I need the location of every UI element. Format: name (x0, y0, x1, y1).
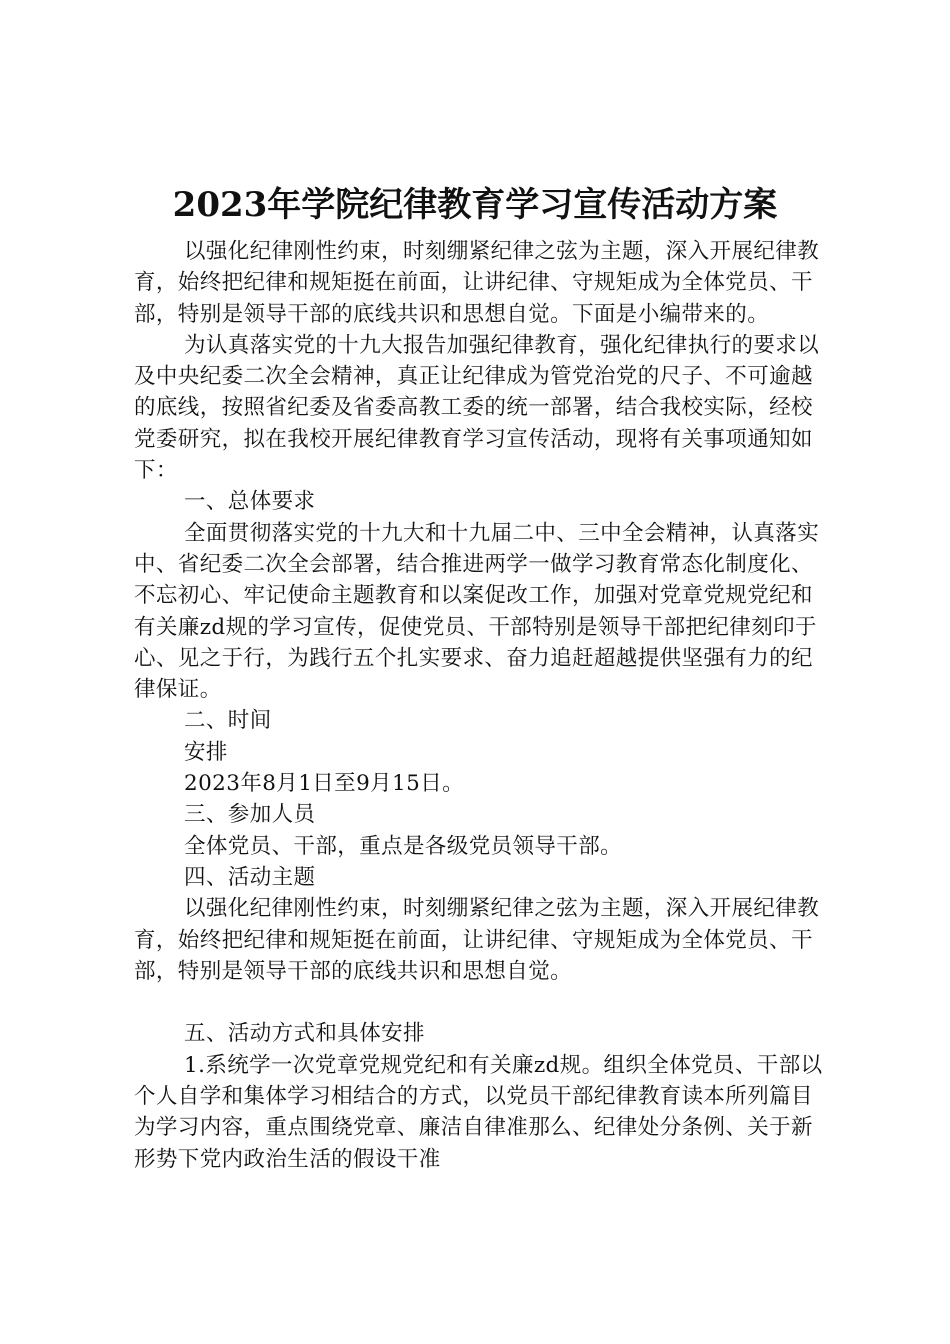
document-body (134, 236, 834, 1175)
paragraph-theme: 以强化纪律刚性约束，时刻绷紧纪律之弦为主题，深入开展纪律教育，始终把纪律和规矩挺在前面，让讲纪律、守规矩成为全体党员、干部，特别是领导干部的底线共识和思想自觉。 (134, 896, 820, 984)
section-heading-methods: 五、活动方式和具体安排 (184, 1021, 425, 1047)
paragraph-participants: 全体党员、干部，重点是各级党员领导干部。 (184, 833, 623, 859)
section-heading-participants: 三、参加人员 (184, 802, 316, 828)
paragraph-arrangement: 安排 (184, 739, 228, 765)
paragraph-purpose: 为认真落实党的十九大报告加强纪律教育，强化纪律执行的要求以及中央纪委二次全会精神，真正让纪律成为管党治党的尺子、不可逾越的底线，按照省纪委及省委高教工委的统一部署，结合我校实际，经校党委研究，拟在我校开展纪律教育学习宣传活动，现将有关事项通知如下： (134, 332, 820, 484)
document-title: 2023年学院纪律教育学习宣传活动方案 (172, 185, 778, 225)
paragraph-intro: 以强化纪律刚性约束，时刻绷紧纪律之弦为主题，深入开展纪律教育，始终把纪律和规矩挺在前面，让讲纪律、守规矩成为全体党员、干部，特别是领导干部的底线共识和思想自觉。下面是小编带来的。 (134, 239, 820, 327)
section-heading-time: 二、时间 (184, 708, 272, 734)
blank-line (134, 987, 834, 1018)
section-heading-requirements: 一、总体要求 (184, 489, 316, 515)
section-heading-theme: 四、活动主题 (184, 864, 316, 890)
paragraph-method-1: 1.系统学一次党章党规党纪和有关廉zd规。组织全体党员、干部以个人自学和集体学习相结合的方式，以党员干部纪律教育读本所列篇目为学习内容，重点围绕党章、廉洁自律准那么、纪律处分条例、关于新形势下党内政治生活的假设干准 (134, 1052, 823, 1172)
paragraph-requirements: 全面贯彻落实党的十九大和十九届二中、三中全会精神，认真落实中、省纪委二次全会部署，结合推进两学一做学习教育常态化制度化、不忘初心、牢记使命主题教育和以案促改工作，加强对党章党规党纪和有关廉zd规的学习宣传，促使党员、干部特别是领导干部把纪律刻印于心、见之于行，为践行五个扎实要求、奋力追赶超越提供坚强有力的纪律保证。 (134, 520, 820, 703)
paragraph-dates: 2023年8月1日至9月15日。 (184, 771, 465, 797)
